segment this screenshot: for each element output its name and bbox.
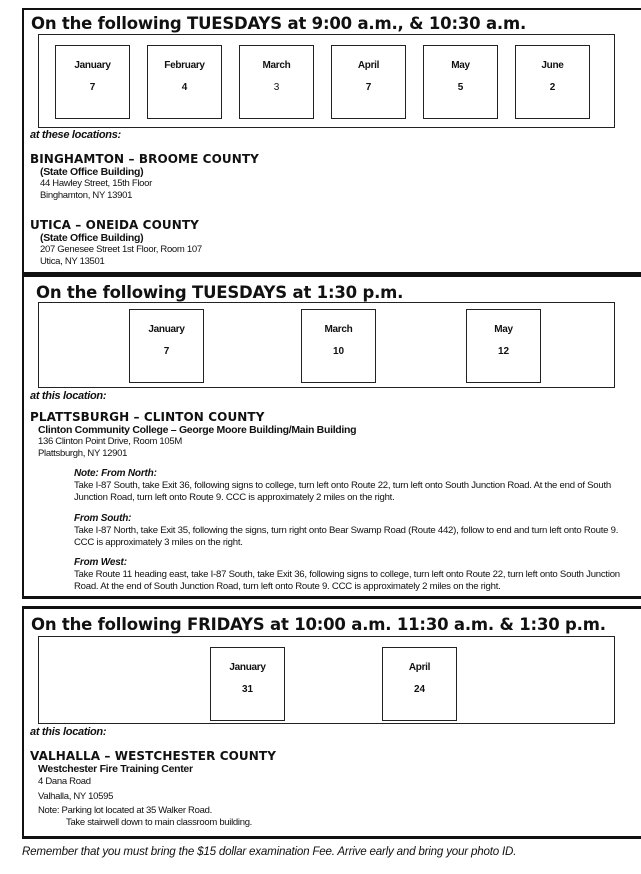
directions-from-south: [74, 513, 634, 548]
date-strip: [38, 636, 615, 724]
date-month: April: [357, 60, 380, 71]
date-month: January: [74, 60, 111, 71]
date-month: May: [451, 60, 470, 71]
date-month: March: [324, 324, 353, 335]
location-building: (State Office Building): [40, 232, 144, 244]
location-address: 44 Hawley Street, 15th Floor: [40, 178, 152, 189]
location-utica: [30, 219, 202, 268]
schedule-section-tuesday-morning: [22, 8, 641, 275]
location-name: UTICA – ONEIDA COUNTY: [30, 218, 199, 232]
date-box: [382, 647, 457, 721]
directions-text: Take I-87 North, take Exit 35, following the signs, turn right onto Bear Swamp Road (Route 442), follow to end and turn left onto Route 9. CCC is approximately 3 miles on the right.: [74, 525, 619, 548]
date-day: 24: [413, 684, 426, 695]
location-valhalla: [30, 750, 276, 829]
location-city: Utica, NY 13501: [40, 256, 105, 267]
location-building: Clinton Community College – George Moore Building/Main Building: [38, 424, 357, 436]
location-address: 207 Genesee Street 1st Floor, Room 107: [40, 244, 202, 255]
location-building: Westchester Fire Training Center: [38, 763, 193, 775]
date-day: 10: [332, 346, 345, 357]
date-day: 4: [181, 82, 188, 93]
section-title: On the following TUESDAYS at 1:30 p.m.: [36, 283, 404, 302]
directions-heading: From South:: [74, 513, 132, 524]
date-day: 2: [549, 82, 556, 93]
parking-note: Note: Parking lot located at 35 Walker Road.: [38, 805, 212, 816]
location-address: 4 Dana Road: [38, 776, 91, 787]
date-day: 7: [89, 82, 96, 93]
section-title: On the following FRIDAYS at 10:00 a.m. 11:30 a.m. & 1:30 p.m.: [31, 615, 606, 634]
date-box: [210, 647, 285, 721]
location-building: (State Office Building): [40, 166, 144, 178]
location-plattsburgh: [30, 411, 356, 460]
location-city: Valhalla, NY 10595: [38, 791, 114, 802]
date-day: 3: [273, 82, 280, 93]
date-day: 7: [365, 82, 372, 93]
location-name: VALHALLA – WESTCHESTER COUNTY: [30, 749, 276, 763]
location-intro: at this location:: [30, 726, 107, 738]
date-box: [423, 45, 498, 119]
location-intro: at this location:: [30, 390, 107, 402]
directions-text: Take I-87 South, take Exit 36, following signs to college, turn left onto Route 22, turn left onto South Junction Road. At the end of South Junction Road, turn left onto Route 9. CCC is approximately 2 miles on the right.: [74, 480, 611, 503]
date-box: [515, 45, 590, 119]
date-day: 7: [163, 346, 170, 357]
location-binghamton: [30, 153, 259, 202]
date-box: [301, 309, 376, 383]
date-month: June: [541, 60, 564, 71]
date-box: [239, 45, 314, 119]
stairwell-note: Take stairwell down to main classroom building.: [66, 817, 253, 828]
date-month: February: [164, 60, 205, 71]
date-day: 12: [497, 346, 510, 357]
location-address: 136 Clinton Point Drive, Room 105M: [38, 436, 182, 447]
date-month: January: [229, 662, 266, 673]
location-name: BINGHAMTON – BROOME COUNTY: [30, 152, 259, 166]
schedule-section-friday: [22, 606, 641, 839]
directions-heading: Note: From North:: [74, 468, 157, 479]
date-box: [147, 45, 222, 119]
location-city: Binghamton, NY 13901: [40, 190, 133, 201]
date-month: May: [494, 324, 513, 335]
date-strip: [38, 302, 615, 388]
date-box: [129, 309, 204, 383]
date-month: January: [148, 324, 185, 335]
schedule-section-tuesday-afternoon: [22, 275, 641, 599]
date-month: April: [408, 662, 431, 673]
section-title: On the following TUESDAYS at 9:00 a.m., & 10:30 a.m.: [31, 14, 527, 33]
location-intro: at these locations:: [30, 129, 121, 141]
date-box: [466, 309, 541, 383]
date-day: 31: [241, 684, 254, 695]
date-box: [331, 45, 406, 119]
directions-heading: From West:: [74, 557, 127, 568]
date-month: March: [262, 60, 291, 71]
date-day: 5: [457, 82, 464, 93]
directions-from-west: [74, 557, 634, 592]
date-strip: [38, 34, 615, 128]
directions-text: Take Route 11 heading east, take I-87 South, take Exit 36, following signs to college, turn left onto Route 22, turn left onto South Junction Road. At the end of South Junction Road, turn left onto Route 9. CCC is approximately 2 miles on the right.: [74, 569, 620, 592]
location-name: PLATTSBURGH – CLINTON COUNTY: [30, 410, 265, 424]
date-box: [55, 45, 130, 119]
directions-from-north: [74, 468, 634, 503]
location-city: Plattsburgh, NY 12901: [38, 448, 128, 459]
fee-reminder: Remember that you must bring the $15 dollar examination Fee. Arrive early and bring your photo ID.: [22, 845, 517, 858]
